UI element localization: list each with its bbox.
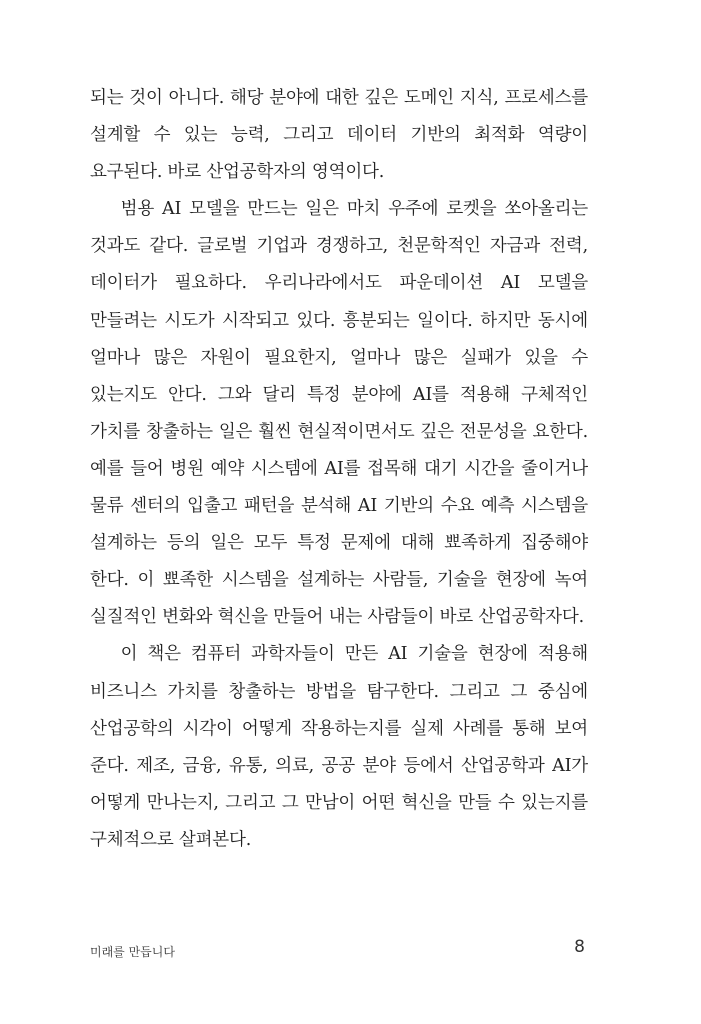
running-footer-title: 미래를 만듭니다 (90, 945, 175, 959)
paragraph-1: 되는 것이 아니다. 해당 분야에 대한 깊은 도메인 지식, 프로세스를 설계할 수 있는 능력, 그리고 데이터 기반의 최적화 역량이 요구된다. 바로 산업공학자의 영역이다. (90, 88, 588, 183)
paragraph-2: 범용 AI 모델을 만드는 일은 마치 우주에 로켓을 쏘아올리는 것과도 같다. 글로벌 기업과 경쟁하고, 천문학적인 자금과 전력, 데이터가 필요하다. 우리나라에서도 파운데이션 AI 모델을 만들려는 시도가 시작되고 있다. 흥분되는 일이다. 하지만 동시에 얼마나 많은 자원이 필요한지, 얼마나 많은 실패가 있을 수 있는지도 안다. 그와 달리 특정 분야에 AI를 적용해 구체적인 가치를 창출하는 일은 훨씬 현실적이면서도 깊은 전문성을 요한다. 예를 들어 병원 예약 시스템에 AI를 접목해 대기 시간을 줄이거나 물류 센터의 입출고 패턴을 분석해 AI 기반의 수요 예측 시스템을 설계하는 등의 일은 모두 특정 문제에 대해 뾰족하게 집중해야 한다. 이 뾰족한 시스템을 설계하는 사람들, 기술을 현장에 녹여 실질적인 변화와 혁신을 만들어 내는 사람들이 바로 산업공학자다. (90, 199, 588, 628)
page-number: 8 (574, 937, 585, 957)
paragraph-3: 이 책은 컴퓨터 과학자들이 만든 AI 기술을 현장에 적용해 비즈니스 가치를 창출하는 방법을 탐구한다. 그리고 그 중심에 산업공학의 시각이 어떻게 작용하는지를 실제 사례를 통해 보여 준다. 제조, 금융, 유통, 의료, 공공 분야 등에서 산업공학과 AI가 어떻게 만나는지, 그리고 그 만남이 어떤 혁신을 만들 수 있는지를 구체적으로 살펴본다. (90, 644, 588, 850)
body-text (90, 80, 588, 859)
